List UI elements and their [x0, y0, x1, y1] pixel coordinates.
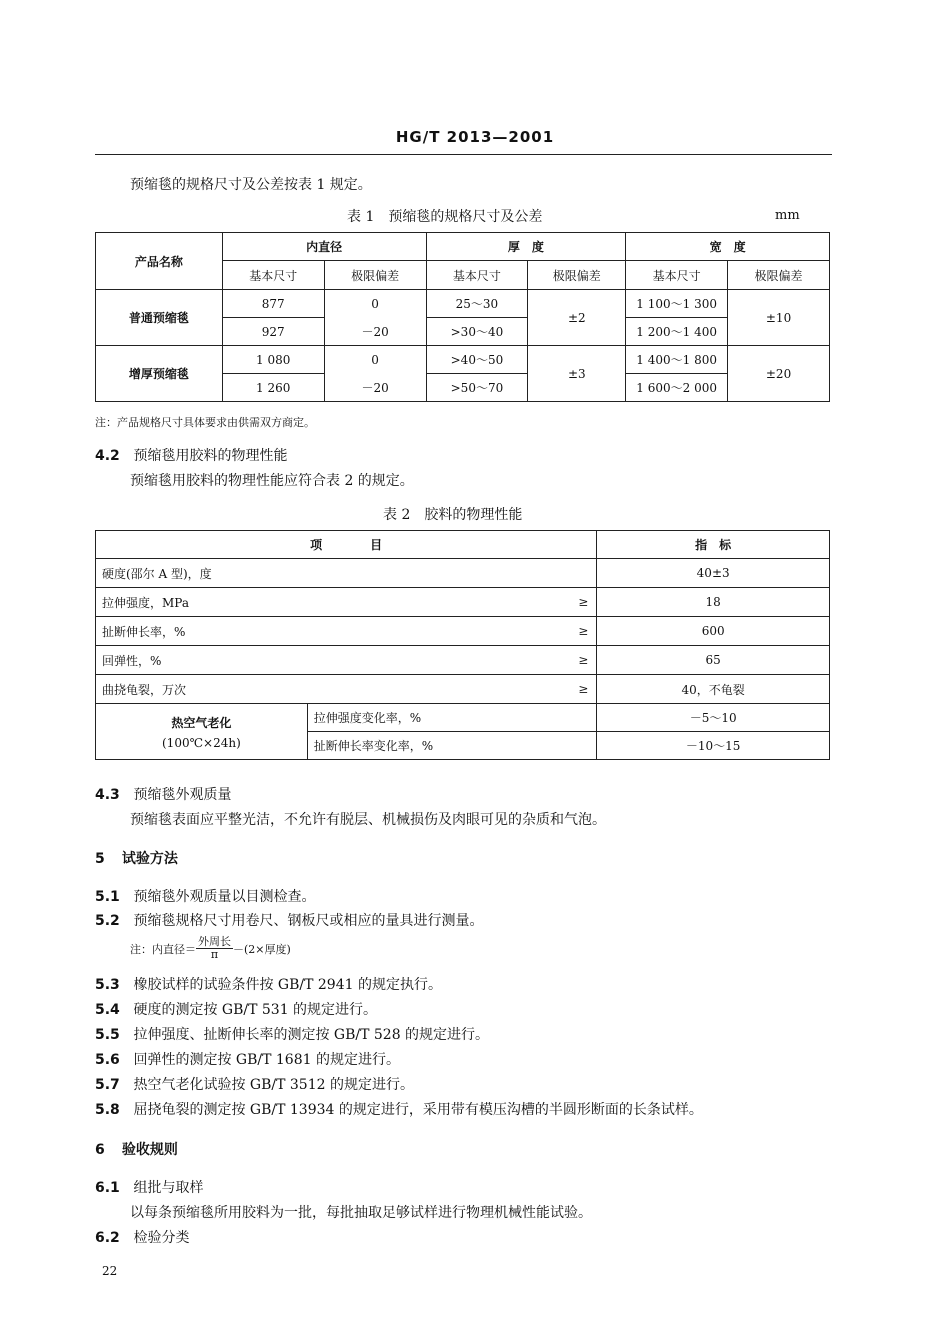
inner-tol-cell: －20 — [324, 374, 426, 402]
th-thickness: 厚 度 — [426, 233, 626, 261]
th-basic-size: 基本尺寸 — [426, 261, 528, 290]
property-value-cell: 40，不龟裂 — [597, 675, 830, 704]
inner-size-cell: 1 080 — [222, 346, 324, 374]
section-title: 预缩毯外观质量 — [133, 787, 232, 803]
section-number: 5.2 — [95, 913, 120, 929]
section-number: 5.6 — [95, 1052, 120, 1068]
property-value-cell: 18 — [597, 588, 830, 617]
section-6-2-heading — [95, 1227, 189, 1247]
aging-value-cell: －10～15 — [597, 732, 830, 760]
formula-prefix: 注：内直径＝ — [130, 942, 196, 956]
section-5-7 — [95, 1074, 414, 1094]
section-number: 6.1 — [95, 1180, 120, 1196]
geq-symbol: ≥ — [307, 675, 597, 704]
product-name-cell: 增厚预缩毯 — [96, 346, 223, 402]
section-text: 预缩毯规格尺寸用卷尺、钢板尺或相应的量具进行测量。 — [133, 913, 484, 929]
inner-tol-cell: －20 — [324, 318, 426, 346]
thickness-cell: >30～40 — [426, 318, 528, 346]
formula-suffix: －(2×厚度) — [233, 942, 291, 956]
geq-symbol: ≥ — [307, 617, 597, 646]
section-title: 组批与取样 — [133, 1180, 204, 1196]
section-number: 6.2 — [95, 1230, 120, 1246]
section-number: 5.1 — [95, 889, 120, 905]
section-number: 5.3 — [95, 977, 120, 993]
section-6-heading — [95, 1139, 178, 1159]
thickness-cell: >50～70 — [426, 374, 528, 402]
section-4-3-heading — [95, 784, 231, 804]
property-name-cell: 回弹性，% — [96, 646, 308, 675]
table1-note: 注：产品规格尺寸具体要求由供需双方商定。 — [95, 416, 315, 429]
th-tolerance: 极限偏差 — [728, 261, 830, 290]
section-title: 预缩毯用胶料的物理性能 — [133, 448, 288, 464]
property-value-cell: 600 — [597, 617, 830, 646]
formula-fraction — [196, 936, 233, 961]
section-number: 6 — [95, 1142, 105, 1158]
inner-tol-cell: 0 — [324, 290, 426, 318]
section-5-5 — [95, 1024, 489, 1044]
inner-diameter-formula — [130, 936, 291, 961]
section-number: 4.3 — [95, 787, 120, 803]
section-number: 5.8 — [95, 1102, 120, 1118]
section-title: 检验分类 — [133, 1230, 190, 1246]
product-name-cell: 普通预缩毯 — [96, 290, 223, 346]
section-number: 5.5 — [95, 1027, 120, 1043]
aging-label-cell — [96, 704, 308, 760]
aging-value-cell: －5～10 — [597, 704, 830, 732]
thickness-tol-cell: ±2 — [528, 290, 626, 346]
property-name-cell: 硬度(邵尔 A 型)，度 — [96, 559, 597, 588]
width-tol-cell: ±20 — [728, 346, 830, 402]
page-number: 22 — [102, 1264, 118, 1278]
table2-caption: 表 2 胶料的物理性能 — [383, 507, 523, 523]
section-text: 硬度的测定按 GB/T 531 的规定进行。 — [133, 1002, 378, 1018]
inner-tol-cell: 0 — [324, 346, 426, 374]
section-title: 试验方法 — [121, 851, 178, 867]
formula-numerator: 外周长 — [198, 935, 231, 948]
property-name-cell: 拉伸强度，MPa — [96, 588, 308, 617]
section-4-3-body: 预缩毯表面应平整光洁，不允许有脱层、机械损伤及肉眼可见的杂质和气泡。 — [130, 812, 606, 828]
geq-symbol: ≥ — [307, 588, 597, 617]
section-number: 5.7 — [95, 1077, 120, 1093]
width-cell: 1 100～1 300 — [626, 290, 728, 318]
width-cell: 1 400～1 800 — [626, 346, 728, 374]
thickness-cell: 25～30 — [426, 290, 528, 318]
property-value-cell: 65 — [597, 646, 830, 675]
section-text: 预缩毯外观质量以目测检查。 — [133, 889, 316, 905]
width-tol-cell: ±10 — [728, 290, 830, 346]
th-tolerance: 极限偏差 — [528, 261, 626, 290]
property-name-cell: 扯断伸长率，% — [96, 617, 308, 646]
th-inner-diameter: 内直径 — [222, 233, 426, 261]
section-5-4 — [95, 999, 377, 1019]
th-index: 指 标 — [597, 531, 830, 559]
th-product-name: 产品名称 — [96, 233, 223, 290]
section-number: 5.4 — [95, 1002, 120, 1018]
section-4-2-body: 预缩毯用胶料的物理性能应符合表 2 的规定。 — [130, 473, 414, 489]
compound-properties-table — [95, 530, 830, 760]
table1-caption: 表 1 预缩毯的规格尺寸及公差 — [347, 209, 543, 225]
section-number: 5 — [95, 851, 105, 867]
th-basic-size: 基本尺寸 — [222, 261, 324, 290]
geq-symbol: ≥ — [307, 646, 597, 675]
section-5-2 — [95, 910, 483, 930]
section-5-1 — [95, 886, 315, 906]
th-width: 宽 度 — [626, 233, 830, 261]
section-6-1-body: 以每条预缩毯所用胶料为一批，每批抽取足够试样进行物理机械性能试验。 — [130, 1205, 592, 1221]
th-basic-size: 基本尺寸 — [626, 261, 728, 290]
aging-label: 热空气老化 — [171, 715, 232, 730]
inner-size-cell: 1 260 — [222, 374, 324, 402]
width-cell: 1 200～1 400 — [626, 318, 728, 346]
section-title: 验收规则 — [121, 1142, 178, 1158]
formula-denominator: π — [210, 948, 219, 961]
section-5-heading — [95, 848, 178, 868]
section-text: 屈挠龟裂的测定按 GB/T 13934 的规定进行，采用带有模压沟槽的半圆形断面的长条试样。 — [133, 1102, 703, 1118]
aging-item-cell: 拉伸强度变化率，% — [307, 704, 597, 732]
section-text: 热空气老化试验按 GB/T 3512 的规定进行。 — [133, 1077, 414, 1093]
table1-unit: mm — [775, 208, 800, 223]
section-5-3 — [95, 974, 442, 994]
section-number: 4.2 — [95, 448, 120, 464]
property-name-cell: 曲挠龟裂，万次 — [96, 675, 308, 704]
section-text: 回弹性的测定按 GB/T 1681 的规定进行。 — [133, 1052, 400, 1068]
th-tolerance: 极限偏差 — [324, 261, 426, 290]
thickness-cell: >40～50 — [426, 346, 528, 374]
standard-number-header: HG/T 2013—2001 — [395, 128, 555, 146]
section-text: 橡胶试样的试验条件按 GB/T 2941 的规定执行。 — [133, 977, 442, 993]
aging-condition: (100℃×24h) — [162, 735, 241, 750]
thickness-tol-cell: ±3 — [528, 346, 626, 402]
property-value-cell: 40±3 — [597, 559, 830, 588]
inner-size-cell: 927 — [222, 318, 324, 346]
intro-paragraph: 预缩毯的规格尺寸及公差按表 1 规定。 — [130, 177, 372, 193]
section-text: 拉伸强度、扯断伸长率的测定按 GB/T 528 的规定进行。 — [133, 1027, 490, 1043]
size-tolerance-table — [95, 232, 830, 402]
aging-item-cell: 扯断伸长率变化率，% — [307, 732, 597, 760]
section-6-1-heading — [95, 1177, 203, 1197]
inner-size-cell: 877 — [222, 290, 324, 318]
width-cell: 1 600～2 000 — [626, 374, 728, 402]
section-5-6 — [95, 1049, 400, 1069]
section-5-8 — [95, 1099, 703, 1119]
th-item: 项 目 — [96, 531, 597, 559]
section-4-2-heading — [95, 445, 287, 465]
header-rule — [95, 154, 832, 155]
